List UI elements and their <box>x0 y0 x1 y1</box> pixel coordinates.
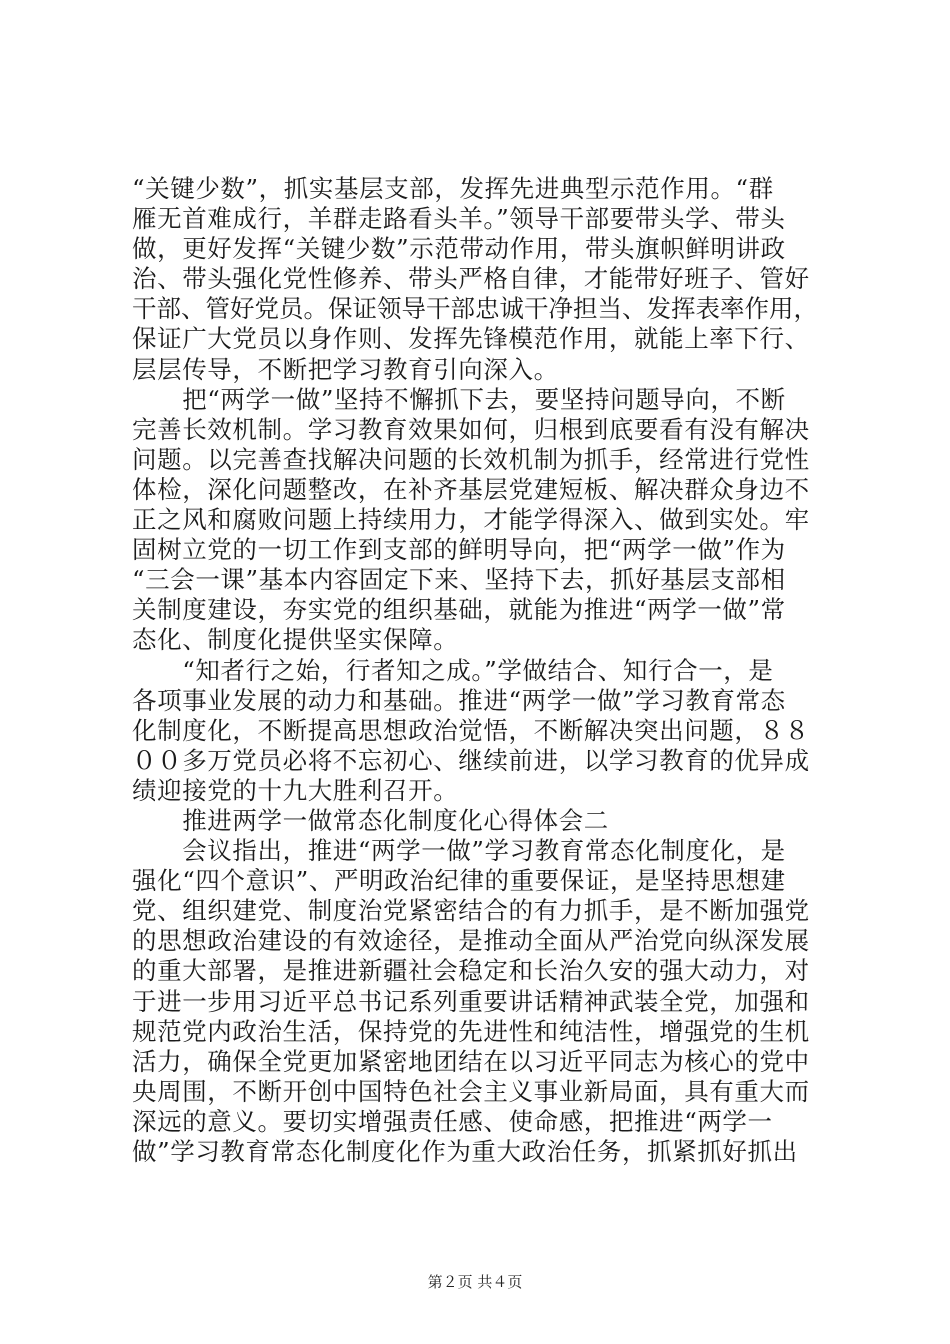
text-line: “知者行之始，行者知之成。”学做结合、知行合一，是 <box>132 655 774 685</box>
text-line: 完善长效机制。学习教育效果如何，归根到底要看有没有解决 <box>132 414 810 444</box>
text-line: 强化“四个意识”、严明政治纪律的重要保证，是坚持思想建 <box>132 866 786 896</box>
text-line: 于进一步用习近平总书记系列重要讲话精神武装全党，加强和 <box>132 986 810 1016</box>
text-line: “关键少数”，抓实基层支部，发挥先进典型示范作用。“群 <box>132 174 774 203</box>
text-line: 推进两学一做常态化制度化心得体会二 <box>132 805 609 835</box>
text-line: 保证广大党员以身作则、发挥先锋模范作用，就能上率下行、 <box>132 324 810 354</box>
text-line: ００多万党员必将不忘初心、继续前进，以学习教育的优异成 <box>132 745 810 775</box>
text-line: 化制度化，不断提高思想政治觉悟，不断解决突出问题，８８ <box>132 715 810 745</box>
text-line: 深远的意义。要切实增强责任感、使命感，把推进“两学一 <box>132 1106 773 1136</box>
text-line: 的重大部署，是推进新疆社会稳定和长治久安的强大动力，对 <box>132 956 810 986</box>
text-line: 干部、管好党员。保证领导干部忠诚干净担当、发挥表率作用， <box>132 294 818 324</box>
text-line: 层层传导，不断把学习教育引向深入。 <box>132 354 559 384</box>
text-line: 规范党内政治生活，保持党的先进性和纯洁性，增强党的生机 <box>132 1016 810 1046</box>
text-line: 态化、制度化提供坚实保障。 <box>132 625 459 655</box>
page-footer: 第２页 共４页 <box>427 1273 523 1291</box>
text-line: 的思想政治建设的有效途径，是推动全面从严治党向纵深发展 <box>132 926 810 956</box>
text-line: 问题。以完善查找解决问题的长效机制为抓手，经常进行党性 <box>132 444 810 474</box>
text-line: 绩迎接党的十九大胜利召开。 <box>132 775 459 805</box>
text-line: 体检，深化问题整改，在补齐基层党建短板、解决群众身边不 <box>132 474 810 504</box>
text-line: 雁无首难成行，羊群走路看头羊。”领导干部要带头学、带头 <box>132 204 786 234</box>
text-line: 固树立党的一切工作到支部的鲜明导向，把“两学一做”作为 <box>132 535 786 565</box>
text-line: 做，更好发挥“关键少数”示范带动作用，带头旗帜鲜明讲政 <box>132 234 786 264</box>
text-line: 党、组织建党、制度治党紧密结合的有力抓手，是不断加强党 <box>132 896 810 926</box>
text-line: 各项事业发展的动力和基础。推进“两学一做”学习教育常态 <box>132 685 786 715</box>
text-line: 关制度建设，夯实党的组织基础，就能为推进“两学一做”常 <box>132 595 786 625</box>
text-line: 治、带头强化党性修养、带头严格自律，才能带好班子、管好 <box>132 264 810 294</box>
text-line: 会议指出，推进“两学一做”学习教育常态化制度化，是 <box>132 836 786 866</box>
text-line: 正之风和腐败问题上持续用力，才能学得深入、做到实处。牢 <box>132 505 810 535</box>
text-line: 活力，确保全党更加紧密地团结在以习近平同志为核心的党中 <box>132 1046 810 1076</box>
text-line: 把“两学一做”坚持不懈抓下去，要坚持问题导向，不断 <box>132 384 786 414</box>
text-line: “三会一课”基本内容固定下来、坚持下去，抓好基层支部相 <box>132 565 786 595</box>
text-line: 做”学习教育常态化制度化作为重大政治任务，抓紧抓好抓出 <box>132 1137 798 1166</box>
document-body <box>132 174 832 1167</box>
text-line: 央周围，不断开创中国特色社会主义事业新局面，具有重大而 <box>132 1076 810 1106</box>
